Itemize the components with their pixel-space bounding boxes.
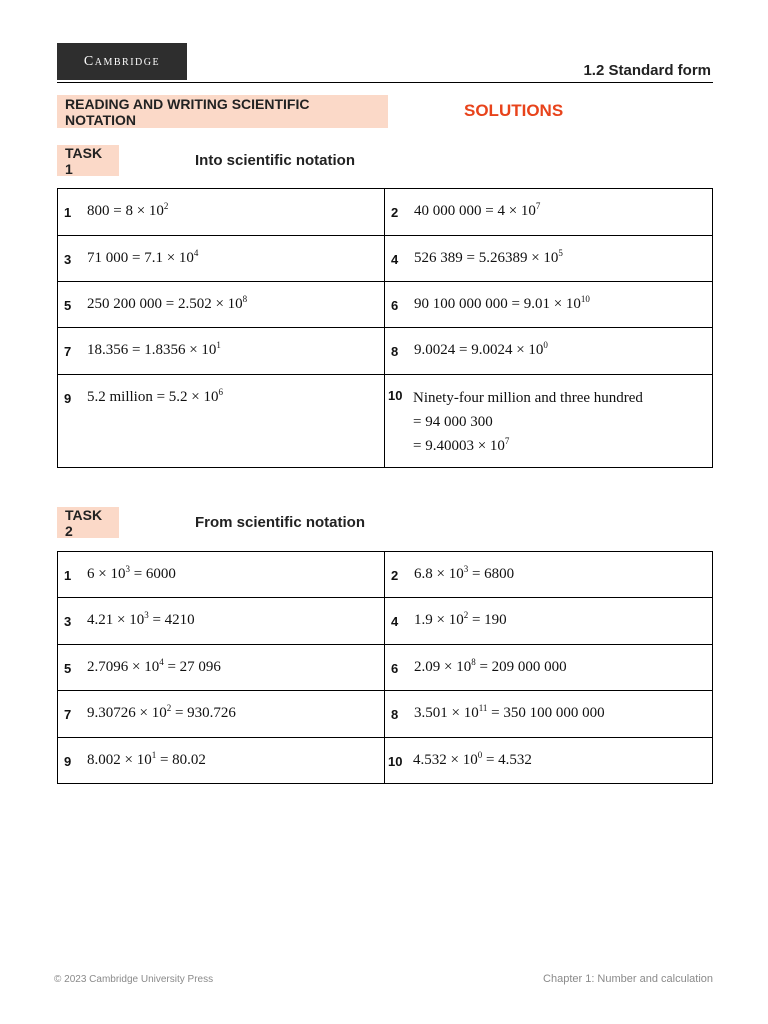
item-expression: $6.8 \times 10^3 = 6800$ <box>414 564 515 582</box>
expression-line: = $9.40003 \times 10^7$ <box>413 436 510 454</box>
item-number: 10 <box>388 754 403 769</box>
task2-item <box>385 552 712 583</box>
task1-item <box>58 282 384 313</box>
item-number: 6 <box>391 661 399 676</box>
task2-description: From scientific notation <box>195 514 366 531</box>
item-number: 5 <box>64 298 72 313</box>
item-expression: 526 $389 = 5.26389 \times 10^5$ <box>414 248 563 266</box>
chapter-footer: Chapter 1: Number and calculation <box>543 973 713 985</box>
solutions-label: SOLUTIONS <box>464 101 564 120</box>
item-expression: $9.30726 \times 10^2 = 930.726$ <box>87 703 236 721</box>
task2-item <box>385 598 712 629</box>
item-expression: $1.9 \times 10^2 = 190$ <box>414 610 507 628</box>
item-expression: 5.2 million = $5.2 \times 10^6$ <box>87 387 224 405</box>
item-expression: $6 \times 10^3 = 6000$ <box>87 564 176 582</box>
item-number: 3 <box>64 614 72 629</box>
item-expression: $4.532 \times 10^0 = 4.532$ <box>413 750 532 768</box>
item-number: 2 <box>391 205 399 220</box>
item-expression: 40 000 $000 = 4 \times 10^7$ <box>414 201 541 219</box>
item-number: 4 <box>391 252 399 267</box>
task2-item <box>385 645 712 676</box>
task2-item <box>58 691 384 722</box>
item-expression: $4.21 \times 10^3 = 4210$ <box>87 610 195 628</box>
logo-text: Cambridge <box>83 53 161 69</box>
item-expression: $2.09 \times 10^8 = 209$ 000 000 <box>414 657 567 675</box>
task1-item <box>58 328 384 359</box>
item-expression: 90 100 000 $000 = 9.01 \times 10^{10}$ <box>414 294 590 312</box>
item-expression: $9.0024 = 9.0024 \times 10^0$ <box>414 340 548 358</box>
task1-item <box>385 189 712 220</box>
task1-table <box>57 188 713 468</box>
topic-heading: READING AND WRITING SCIENTIFIC NOTATION <box>57 95 388 128</box>
item-number: 7 <box>64 707 72 722</box>
task1-description: Into scientific notation <box>195 152 355 169</box>
item-expression: 71 $000 = 7.1 \times 10^4$ <box>87 248 199 266</box>
task2-item <box>58 598 384 629</box>
item-expression: $3.501 \times 10^{11} = 350$ 100 000 000 <box>414 703 605 721</box>
task1-item <box>58 189 384 220</box>
task2-item <box>58 552 384 583</box>
task2-table <box>57 551 713 784</box>
task2-item <box>58 645 384 676</box>
task2-item <box>58 738 384 769</box>
item-number: 3 <box>64 252 72 267</box>
item-number: 6 <box>391 298 399 313</box>
item-number: 2 <box>391 568 399 583</box>
item-number: 8 <box>391 707 399 722</box>
section-title: 1.2 Standard form <box>583 62 711 79</box>
task1-item <box>385 282 712 313</box>
item-number: 4 <box>391 614 399 629</box>
task1-item <box>385 375 712 458</box>
item-number: 7 <box>64 344 72 359</box>
item-expression: 250 200 $000 = 2.502 \times 10^8$ <box>87 294 248 312</box>
copyright: © 2023 Cambridge University Press <box>54 974 214 985</box>
item-number: 1 <box>64 205 72 220</box>
item-expression: $2.7096 \times 10^4 = 27$ 096 <box>87 657 221 675</box>
task2-item <box>385 738 712 769</box>
task2-tag: TASK 2 <box>57 507 119 538</box>
item-expression: $8.002 \times 10^1 = 80.02$ <box>87 750 206 768</box>
task1-item <box>58 375 384 406</box>
task2-item <box>385 691 712 722</box>
item-number: 1 <box>64 568 72 583</box>
item-expression <box>413 386 643 458</box>
task1-tag: TASK 1 <box>57 145 119 176</box>
expression-line: Ninety-four million and three hundred <box>413 390 643 406</box>
task1-item <box>385 236 712 267</box>
item-number: 9 <box>64 391 72 406</box>
item-expression: $18.356 = 1.8356 \times 10^1$ <box>87 340 221 358</box>
expression-line: = 94 000 300 <box>413 414 493 430</box>
item-number: 8 <box>391 344 399 359</box>
task1-item <box>385 328 712 359</box>
header-rule <box>57 82 713 83</box>
item-number: 9 <box>64 754 72 769</box>
cambridge-logo <box>57 43 187 80</box>
task1-item <box>58 236 384 267</box>
item-number: 5 <box>64 661 72 676</box>
item-number: 10 <box>388 388 403 403</box>
item-expression: $800 = 8 \times 10^2$ <box>87 201 169 219</box>
